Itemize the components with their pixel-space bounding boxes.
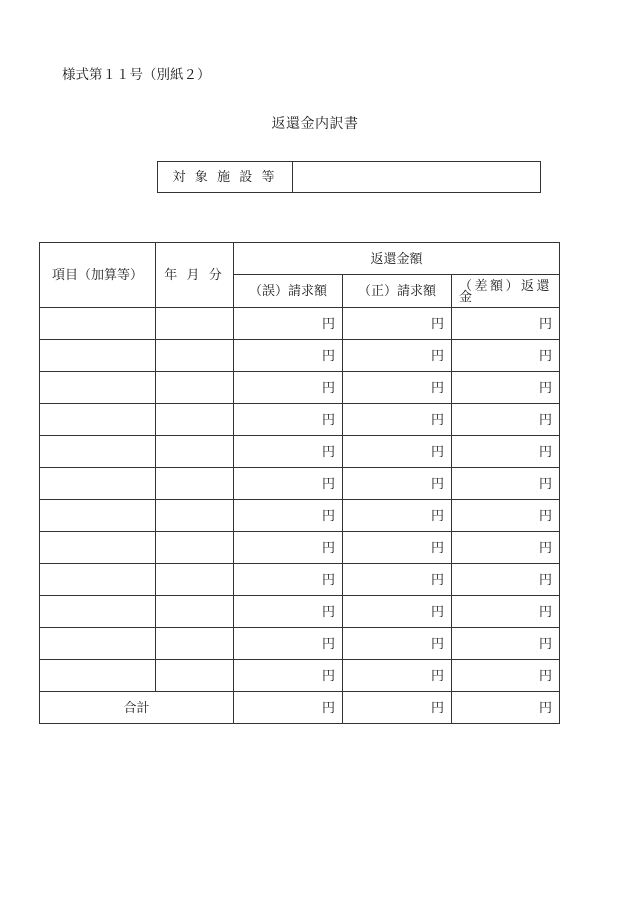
correct-claim-cell: 円 (343, 532, 452, 564)
table-row (40, 596, 560, 628)
facility-value (293, 162, 541, 193)
wrong-claim-cell: 円 (234, 436, 343, 468)
header-month: 年 月 分 (156, 243, 234, 308)
header-correct-claim: （正）請求額 (343, 275, 452, 308)
item-cell (40, 372, 156, 404)
table-row (40, 468, 560, 500)
wrong-claim-cell: 円 (234, 340, 343, 372)
month-cell (156, 340, 234, 372)
refund-cell: 円 (452, 564, 560, 596)
refund-cell: 円 (452, 340, 560, 372)
item-cell (40, 340, 156, 372)
item-cell (40, 660, 156, 692)
facility-row (158, 162, 541, 193)
wrong-claim-cell: 円 (234, 564, 343, 596)
refund-cell: 円 (452, 628, 560, 660)
month-cell (156, 372, 234, 404)
wrong-claim-cell: 円 (234, 372, 343, 404)
table-row (40, 532, 560, 564)
table-row (40, 660, 560, 692)
refund-cell: 円 (452, 436, 560, 468)
refund-cell: 円 (452, 500, 560, 532)
month-cell (156, 500, 234, 532)
wrong-claim-cell: 円 (234, 660, 343, 692)
correct-claim-cell: 円 (343, 468, 452, 500)
correct-claim-cell: 円 (343, 660, 452, 692)
month-cell (156, 660, 234, 692)
correct-claim-cell: 円 (343, 436, 452, 468)
correct-claim-cell: 円 (343, 628, 452, 660)
month-cell (156, 404, 234, 436)
wrong-claim-cell: 円 (234, 628, 343, 660)
refund-cell: 円 (452, 660, 560, 692)
month-cell (156, 532, 234, 564)
month-cell (156, 436, 234, 468)
wrong-claim-cell: 円 (234, 596, 343, 628)
wrong-claim-cell: 円 (234, 500, 343, 532)
correct-claim-cell: 円 (343, 340, 452, 372)
correct-claim-cell: 円 (343, 372, 452, 404)
form-number: 様式第１１号（別紙２） (62, 67, 211, 82)
document-title: 返還金内訳書 (271, 117, 359, 132)
item-cell (40, 468, 156, 500)
month-cell (156, 564, 234, 596)
correct-claim-cell: 円 (343, 500, 452, 532)
facility-label: 対 象 施 設 等 (158, 162, 293, 193)
wrong-claim-cell: 円 (234, 532, 343, 564)
wrong-claim-cell: 円 (234, 308, 343, 340)
total-row (40, 692, 560, 724)
refund-cell: 円 (452, 532, 560, 564)
header-row-1 (40, 243, 560, 275)
header-wrong-claim: （誤）請求額 (234, 275, 343, 308)
total-label: 合計 (40, 692, 234, 724)
refund-breakdown-table (39, 242, 560, 724)
total-wrong-claim-cell: 円 (234, 692, 343, 724)
correct-claim-cell: 円 (343, 308, 452, 340)
month-cell (156, 628, 234, 660)
table-row (40, 372, 560, 404)
total-refund-cell: 円 (452, 692, 560, 724)
header-difference-refund: （差額）返還金 (452, 275, 560, 308)
table-row (40, 500, 560, 532)
item-cell (40, 564, 156, 596)
correct-claim-cell: 円 (343, 596, 452, 628)
table-row (40, 308, 560, 340)
refund-cell: 円 (452, 404, 560, 436)
facility-table (157, 161, 541, 193)
month-cell (156, 468, 234, 500)
refund-cell: 円 (452, 468, 560, 500)
total-correct-claim-cell: 円 (343, 692, 452, 724)
refund-cell: 円 (452, 596, 560, 628)
correct-claim-cell: 円 (343, 564, 452, 596)
month-cell (156, 596, 234, 628)
item-cell (40, 436, 156, 468)
item-cell (40, 308, 156, 340)
table-row (40, 564, 560, 596)
table-body (40, 308, 560, 692)
wrong-claim-cell: 円 (234, 468, 343, 500)
table-row (40, 404, 560, 436)
item-cell (40, 628, 156, 660)
header-item: 項目（加算等） (40, 243, 156, 308)
item-cell (40, 532, 156, 564)
wrong-claim-cell: 円 (234, 404, 343, 436)
refund-cell: 円 (452, 372, 560, 404)
table-row (40, 628, 560, 660)
item-cell (40, 404, 156, 436)
header-refund-amount: 返還金額 (234, 243, 560, 275)
item-cell (40, 500, 156, 532)
refund-cell: 円 (452, 308, 560, 340)
table-row (40, 340, 560, 372)
table-row (40, 436, 560, 468)
month-cell (156, 308, 234, 340)
item-cell (40, 596, 156, 628)
correct-claim-cell: 円 (343, 404, 452, 436)
